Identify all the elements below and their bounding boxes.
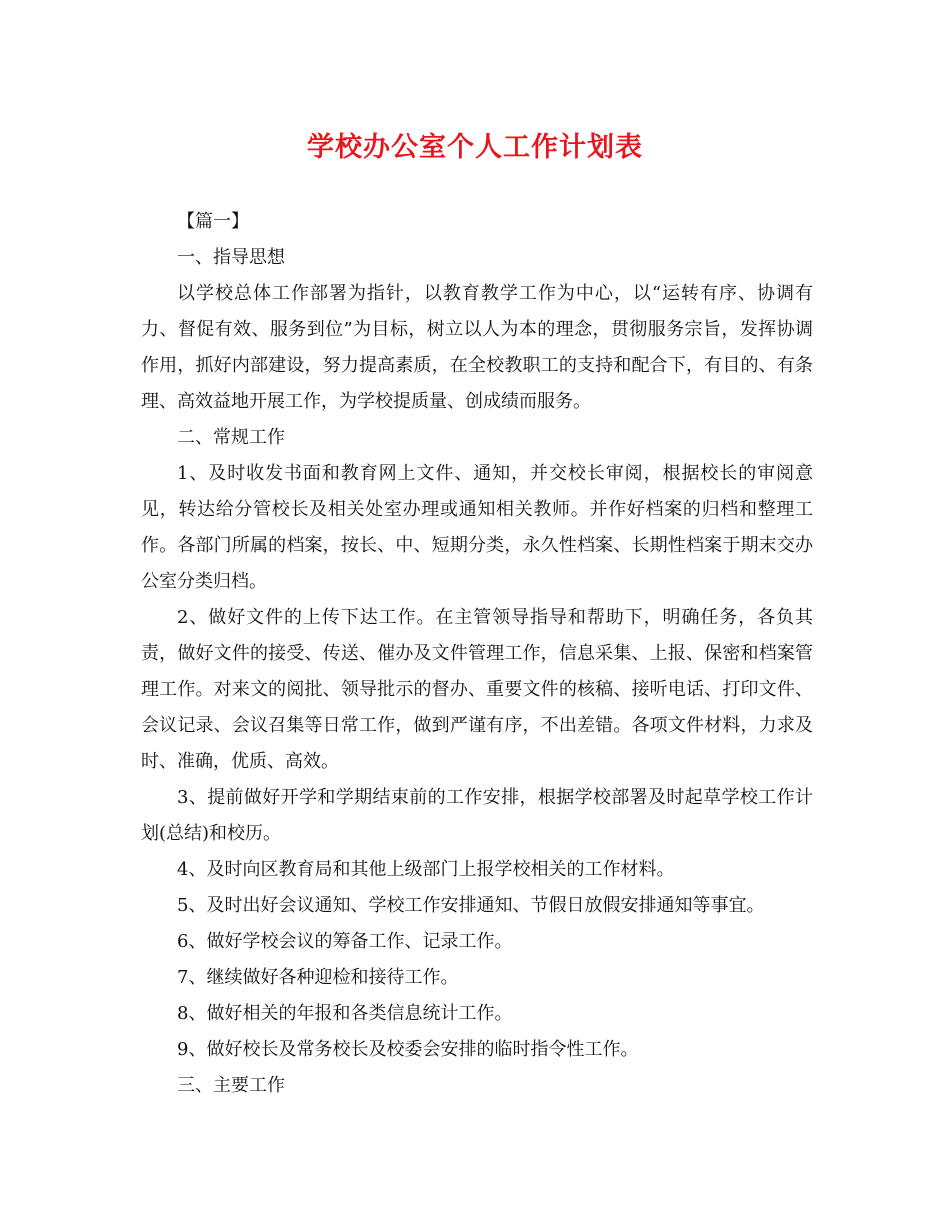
routine-item-2: 2、做好文件的上传下达工作。在主管领导指导和帮助下，明确任务，各负其责，做好文件的接受、传送、催办及文件管理工作，信息采集、上报、保密和档案管理工作。对来文的阅批、领导批示的督办、重要文件的核稿、接听电话、打印文件、会议记录、会议召集等日常工作，做到严谨有序，不出差错。各项文件材料，力求及时、准确，优质、高效。 [141, 607, 813, 772]
document-title: 学校办公室个人工作计划表 [307, 132, 643, 163]
heading-main-work: 三、主要工作 [177, 1075, 285, 1096]
routine-item-4: 4、及时向区教育局和其他上级部门上报学校相关的工作材料。 [177, 859, 675, 880]
heading-routine-work: 二、常规工作 [177, 427, 285, 448]
heading-guiding-ideology: 一、指导思想 [177, 247, 285, 268]
paragraph-guiding-ideology: 以学校总体工作部署为指针，以教育教学工作为中心，以“运转有序、协调有力、督促有效、服务到位”为目标，树立以人为本的理念，贯彻服务宗旨，发挥协调作用，抓好内部建设，努力提高素质，在全校教职工的支持和配合下，有目的、有条理、高效益地开展工作，为学校提质量、创成绩而服务。 [141, 283, 813, 412]
section-marker: 【篇一】 [177, 211, 249, 232]
document-body [141, 204, 813, 1104]
routine-item-8: 8、做好相关的年报和各类信息统计工作。 [177, 1003, 513, 1024]
routine-item-9: 9、做好校长及常务校长及校委会安排的临时指令性工作。 [177, 1039, 639, 1060]
routine-item-7: 7、继续做好各种迎检和接待工作。 [177, 967, 459, 988]
routine-item-6: 6、做好学校会议的筹备工作、记录工作。 [177, 931, 513, 952]
routine-item-1: 1、及时收发书面和教育网上文件、通知，并交校长审阅，根据校长的审阅意见，转达给分管校长及相关处室办理或通知相关教师。并作好档案的归档和整理工作。各部门所属的档案，按长、中、短期分类，永久性档案、长期性档案于期末交办公室分类归档。 [141, 463, 813, 592]
routine-item-5: 5、及时出好会议通知、学校工作安排通知、节假日放假安排通知等事宜。 [177, 895, 765, 916]
routine-item-3: 3、提前做好开学和学期结束前的工作安排，根据学校部署及时起草学校工作计划(总结)和校历。 [141, 787, 813, 844]
